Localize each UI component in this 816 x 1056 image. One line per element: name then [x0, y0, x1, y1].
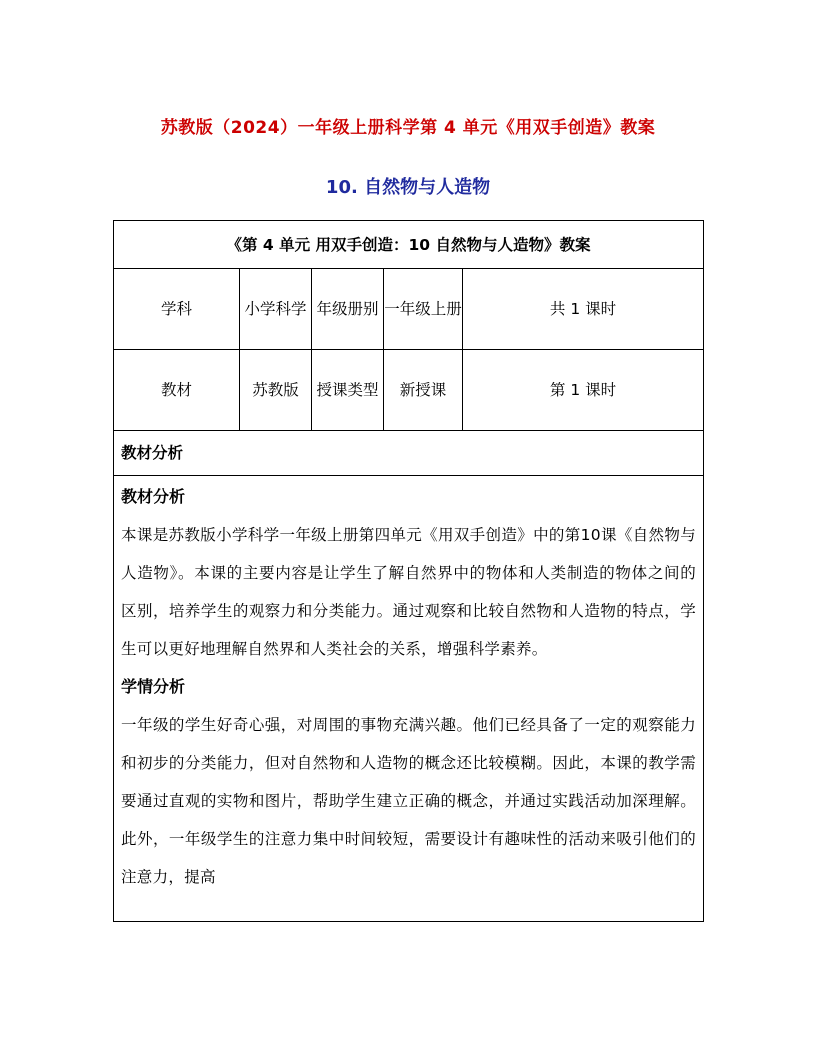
body-content [121, 478, 696, 919]
section-title: 教材分析 [114, 431, 704, 476]
textbook-analysis-heading: 教材分析 [121, 487, 186, 506]
body-row [114, 476, 704, 922]
subject-value: 小学科学 [240, 269, 312, 350]
student-analysis-heading: 学情分析 [121, 677, 186, 696]
lesson-type-label: 授课类型 [312, 350, 384, 431]
grade-label: 年级册别 [312, 269, 384, 350]
textbook-value: 苏教版 [240, 350, 312, 431]
lesson-plan-table [113, 220, 704, 922]
subject-label: 学科 [114, 269, 240, 350]
page-title: 苏教版（2024）一年级上册科学第 4 单元《用双手创造》教案 [160, 118, 656, 138]
body-cell [114, 476, 704, 922]
period-number: 第 1 课时 [463, 350, 704, 431]
section-row [114, 431, 704, 476]
total-hours: 共 1 课时 [463, 269, 704, 350]
textbook-label: 教材 [114, 350, 240, 431]
table-header-row [114, 221, 704, 269]
info-row-subject [114, 269, 704, 350]
textbook-analysis-paragraph: 本课是苏教版小学科学一年级上册第四单元《用双手创造》中的第10课《自然物与人造物》。本课的主要内容是让学生了解自然界中的物体和人类制造的物体之间的区别，培养学生的观察力和分类能力。通过观察和比较自然物和人造物的特点，学生可以更好地理解自然界和人类社会的关系，增强科学素养。 [121, 526, 697, 658]
student-analysis-paragraph: 一年级的学生好奇心强，对周围的事物充满兴趣。他们已经具备了一定的观察能力和初步的分类能力，但对自然物和人造物的概念还比较模糊。因此，本课的教学需要通过直观的实物和图片，帮助学生建立正确的概念，并通过实践活动加深理解。此外，一年级学生的注意力集中时间较短，需要设计有趣味性的活动来吸引他们的注意力，提高 [121, 716, 697, 886]
grade-value: 一年级上册 [384, 269, 463, 350]
table-header: 《第 4 单元 用双手创造：10 自然物与人造物》教案 [114, 221, 704, 269]
lesson-title: 10. 自然物与人造物 [325, 177, 491, 198]
lesson-type-value: 新授课 [384, 350, 463, 431]
info-row-textbook [114, 350, 704, 431]
